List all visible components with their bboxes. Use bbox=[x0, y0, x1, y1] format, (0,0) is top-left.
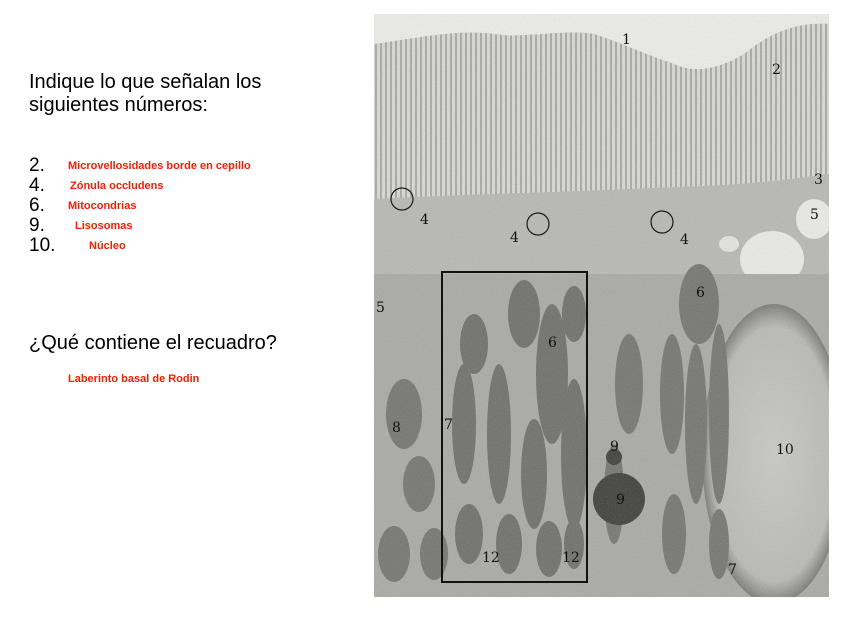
label-9b: 9 bbox=[616, 492, 625, 508]
question-numbers: Indique lo que señalan los siguientes números: bbox=[29, 71, 262, 116]
label-4a: 4 bbox=[420, 212, 429, 228]
label-7a: 7 bbox=[444, 417, 453, 433]
label-6b: 6 bbox=[696, 285, 705, 301]
label-5a: 5 bbox=[810, 207, 819, 223]
answer-text: Lisosomas bbox=[75, 220, 133, 232]
answer-text: Núcleo bbox=[89, 240, 126, 252]
answer-text: Zónula occludens bbox=[70, 180, 164, 192]
label-2: 2 bbox=[772, 62, 781, 78]
answer-number: 10. bbox=[29, 235, 56, 256]
answer-item bbox=[29, 176, 329, 196]
label-12a: 12 bbox=[482, 550, 500, 566]
label-8: 8 bbox=[392, 420, 401, 436]
label-5b: 5 bbox=[376, 300, 385, 316]
label-7b: 7 bbox=[728, 562, 737, 578]
label-4c: 4 bbox=[680, 232, 689, 248]
label-10: 10 bbox=[776, 442, 794, 458]
answer-list bbox=[29, 156, 329, 256]
answer-item bbox=[29, 156, 329, 176]
answer-item bbox=[29, 196, 329, 216]
label-12b: 12 bbox=[562, 550, 580, 566]
answer-number: 9. bbox=[29, 215, 45, 236]
label-6a: 6 bbox=[548, 335, 557, 351]
answer-text: Mitocondrias bbox=[68, 200, 137, 212]
answer-text: Microvellosidades borde en cepillo bbox=[68, 160, 251, 172]
micrograph-image bbox=[374, 14, 829, 597]
answer-number: 4. bbox=[29, 175, 45, 196]
answer-box: Laberinto basal de Rodin bbox=[68, 373, 200, 385]
label-4b: 4 bbox=[510, 230, 519, 246]
answer-item bbox=[29, 216, 329, 236]
question-box: ¿Qué contiene el recuadro? bbox=[29, 332, 277, 354]
label-9a: 9 bbox=[610, 439, 619, 455]
answer-number: 2. bbox=[29, 155, 45, 176]
answer-item bbox=[29, 236, 329, 256]
answer-number: 6. bbox=[29, 195, 45, 216]
label-3: 3 bbox=[814, 172, 823, 188]
label-1: 1 bbox=[622, 32, 631, 48]
